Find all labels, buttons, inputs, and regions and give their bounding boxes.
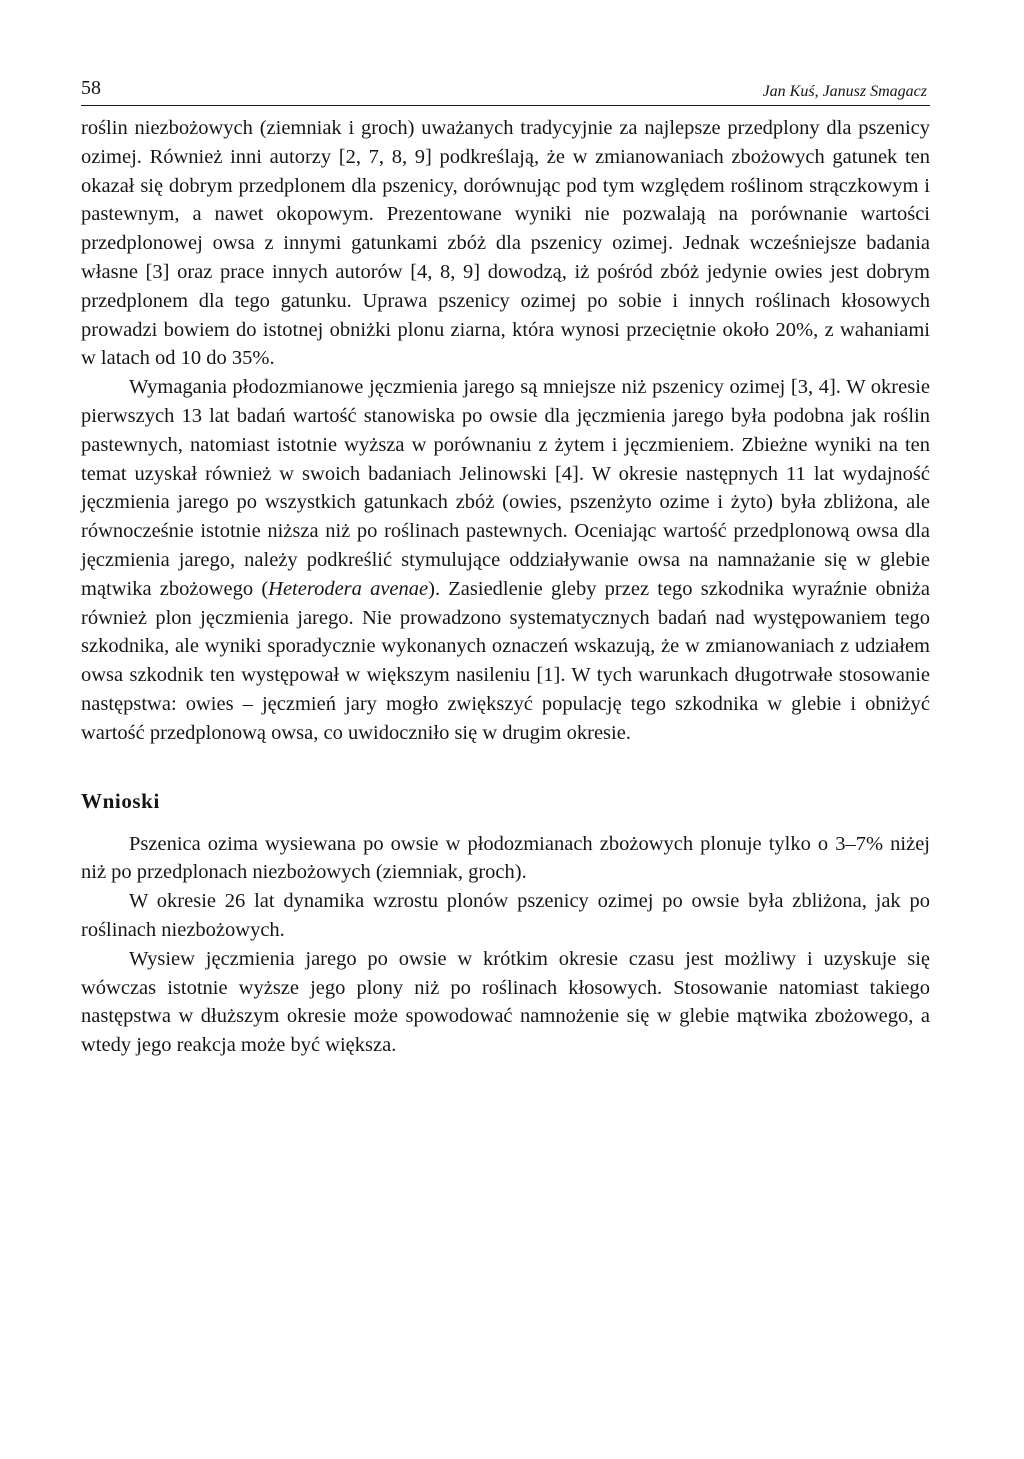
discussion-section <box>81 114 930 748</box>
document-page <box>81 72 930 1060</box>
conclusion-paragraph: W okresie 26 lat dynamika wzrostu plonów pszenicy ozimej po owsie była zbliżona, jak po roślinach niezbożowych. <box>81 890 930 941</box>
section-heading: Wnioski <box>81 788 160 813</box>
body-paragraph <box>81 373 930 747</box>
conclusions-section <box>81 786 930 1060</box>
conclusion-paragraph: Wysiew jęczmienia jarego po owsie w krótkim okresie czasu jest możliwy i uzyskuje się wówczas istotnie wyższe jego plony niż po roślinach kłosowych. Stosowanie natomiast takiego następstwa w dłuższym okresie może spowodować namnożenie się w glebie mątwika zbożowego, a wtedy jego reakcja może być większa. <box>81 947 930 1057</box>
conclusion-paragraph: Pszenica ozima wysiewana po owsie w płodozmianach zbożowych plonuje tylko o 3–7% niżej niż po przedplonach niezbożowych (ziemniak, groch). <box>81 832 930 884</box>
paragraph-text: Wymagania płodozmianowe jęczmienia jarego są mniejsze niż pszenicy ozimej [3, 4]. W okresie pierwszych 13 lat badań wartość stanowiska po owsie dla jęczmienia jarego była podobna jak roślin pastewnych, natomiast istotnie wyższa w porównaniu z żytem i jęczmieniem. Zbieżne wyniki na ten temat uzyskał również w swoich badaniach Jelinowski [4]. W okresie następnych 11 lat wydajność jęczmienia jarego po wszystkich gatunkach zbóż (owies, pszenżyto ozime i żyto) była zbliżona, ale równocześnie istotnie niższa niż po roślinach pastewnych. Oceniając wartość przedplonową owsa dla jęczmienia jarego, należy podkreślić stymulujące oddziaływanie owsa na namnażanie się w glebie mątwika zbożowego ( <box>81 376 930 600</box>
latin-species-name: Heterodera avenae <box>268 577 429 600</box>
running-header <box>81 72 930 106</box>
running-head-authors: Jan Kuś, Janusz Smagacz <box>762 83 927 100</box>
paragraph-text: ). Zasiedlenie gleby przez tego szkodnika wyraźnie obniża również plon jęczmienia jarego. Nie prowadzono systematycznych badań nad występowaniem tego szkodnika, ale wyniki sporadycznie wykonanych oznaczeń wskazują, że w zmianowaniach z udziałem owsa szkodnik ten występował w większym nasileniu [1]. W tych warunkach długotrwałe stosowanie następstwa: owies – jęczmień jary mogło zwiększyć populację tego szkodnika w glebie i obniżyć wartość przedplonową owsa, co uwidoczniło się w drugim okresie. <box>81 577 930 744</box>
page-number: 58 <box>81 77 101 99</box>
body-paragraph: roślin niezbożowych (ziemniak i groch) uważanych tradycyjnie za najlepsze przedplony dla pszenicy ozimej. Również inni autorzy [2, 7, 8, 9] podkreślają, że w zmianowaniach zbożowych gatunek ten okazał się dobrym przedplonem dla pszenicy, dorównując pod tym względem roślinom strączkowym i pastewnym, a nawet okopowym. Prezentowane wyniki nie pozwalają na porównanie wartości przedplonowej owsa z innymi gatunkami zbóż dla pszenicy ozimej. Jednak wcześniejsze badania własne [3] oraz prace innych autorów [4, 8, 9] dowodzą, iż pośród zbóż jedynie owies jest dobrym przedplonem dla tego gatunku. Uprawa pszenicy ozimej po sobie i innych roślinach kłosowych prowadzi bowiem do istotnej obniżki plonu ziarna, która wynosi przeciętnie około 20%, z wahaniami w latach od 10 do 35%. <box>81 117 930 370</box>
